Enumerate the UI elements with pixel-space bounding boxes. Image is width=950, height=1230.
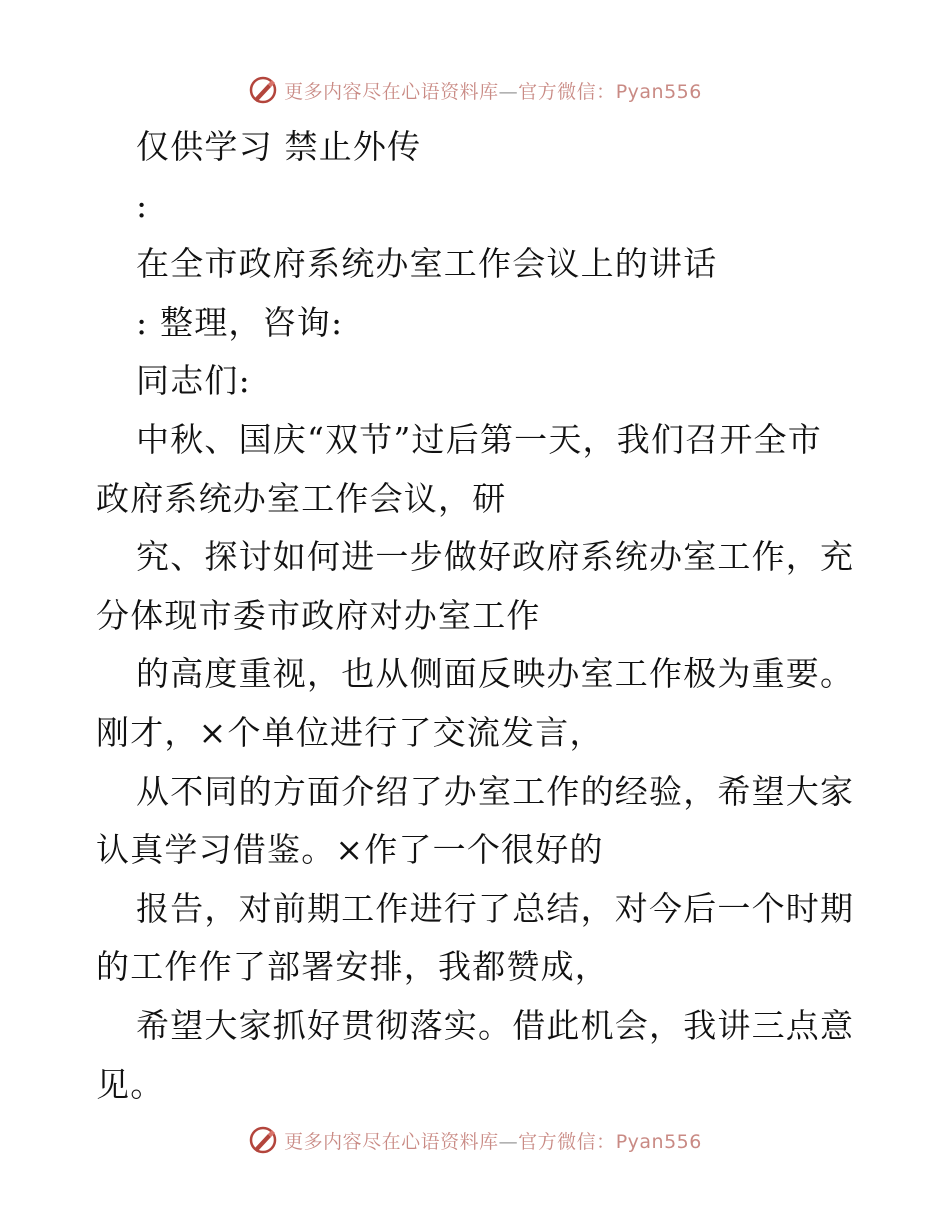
watermark-banner-bottom <box>0 1120 950 1160</box>
doc-title: 在全市政府系统办室工作会议上的讲话 <box>136 244 718 284</box>
document-body <box>96 118 856 1114</box>
pen-logo-icon <box>248 75 278 105</box>
pen-logo-icon <box>248 1125 278 1155</box>
doc-paragraph-line: 见。 <box>96 1064 165 1104</box>
doc-paragraph-line: 究、探讨如何进一步做好政府系统办室工作，充 <box>136 537 855 577</box>
doc-notice: 仅供学习 禁止外传 <box>136 127 422 166</box>
watermark-text: 更多内容尽在心语资料库—官方微信：Pyan556 <box>284 1130 702 1153</box>
watermark-text: 更多内容尽在心语资料库—官方微信：Pyan556 <box>284 80 702 103</box>
doc-paragraph-line: 中秋、国庆“双节”过后第一天，我们召开全市 <box>136 419 822 459</box>
doc-line: : 整理，咨询: <box>136 302 344 342</box>
doc-paragraph-line: 的工作作了部署安排，我都赞成， <box>96 947 609 987</box>
doc-paragraph-line: 的高度重视，也从侧面反映办室工作极为重要。 <box>136 654 855 694</box>
doc-paragraph-line: 刚才，×个单位进行了交流发言， <box>96 712 604 752</box>
doc-salutation: 同志们: <box>136 361 251 401</box>
doc-paragraph-line: 报告，对前期工作进行了总结，对今后一个时期 <box>136 888 855 928</box>
doc-line: : <box>136 185 149 225</box>
doc-paragraph-line: 政府系统办室工作会议，研 <box>96 478 507 518</box>
watermark-banner-top <box>0 70 950 110</box>
doc-paragraph-line: 认真学习借鉴。×作了一个很好的 <box>96 830 604 870</box>
doc-paragraph-line: 从不同的方面介绍了办室工作的经验，希望大家 <box>136 771 855 811</box>
doc-paragraph-line: 希望大家抓好贯彻落实。借此机会，我讲三点意 <box>136 1005 855 1045</box>
doc-paragraph-line: 分体现市委市政府对办室工作 <box>96 595 541 635</box>
